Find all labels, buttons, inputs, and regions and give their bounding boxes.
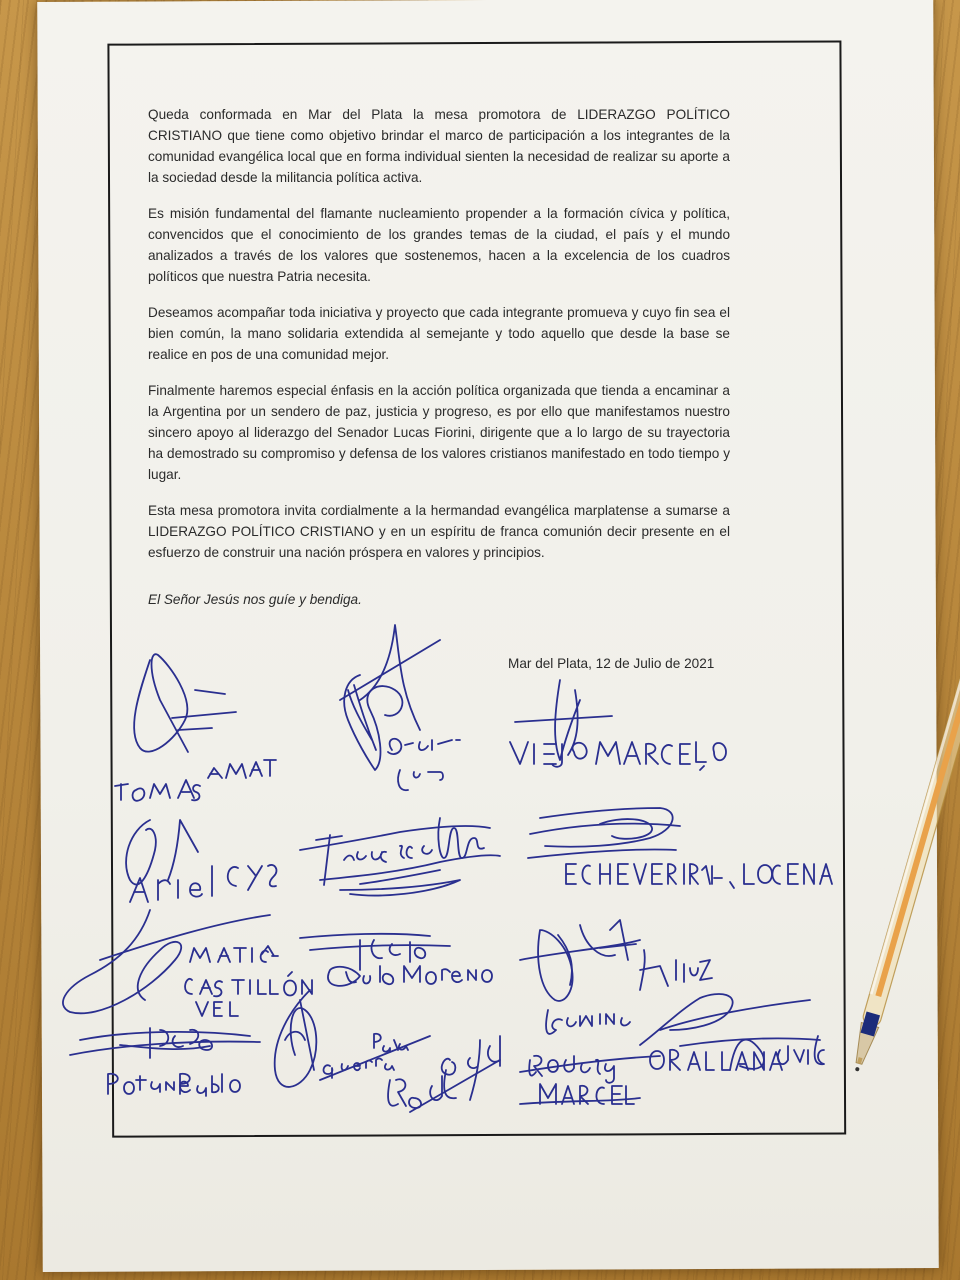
paragraph-1: Queda conformada en Mar del Plata la mesa promotora de LIDERAZGO POLÍTICO CRISTIANO que tiene como objetivo brindar el marco de participación a los integrantes de la comunidad evangélica local que en forma individual sienten la necesidad de realizar su aporte a la sociedad desde la militancia política activa.: [148, 107, 730, 185]
date-line: Mar del Plata, 12 de Julio de 2021: [508, 656, 715, 671]
paragraph-3: Deseamos acompañar toda iniciativa y proyecto que cada integrante promueva y cuyo fin sea el bien común, la mano solidaria extendida al semejante y todo aquello que desde la base se realice en pos de una comunidad mejor.: [148, 305, 730, 362]
paragraph-2: Es misión fundamental del flamante nucleamiento propender a la formación cívica y política, convencidos que el conocimiento de los grandes temas de la ciudad, el país y el mundo analizados a través de los valores que sostenemos, hacen a la excelencia de los cuadros políticos que nuestra Patria necesita.: [148, 206, 730, 284]
blessing-line: El Señor Jesús nos guíe y bendiga.: [148, 592, 362, 607]
paragraph-5: Esta mesa promotora invita cordialmente a la hermandad evangélica marplatense a sumarse a LIDERAZGO POLÍTICO CRISTIANO y en un espíritu de franca comunión decir presente en el esfuerzo de construir una nación próspera en valores y principios.: [148, 503, 730, 560]
paragraph-4: Finalmente haremos especial énfasis en la acción política organizada que tienda a encaminar a la Argentina por un sendero de paz, justicia y progreso, es por ello que manifestamos nuestro sincero apoyo al liderazgo del Senador Lucas Fiorini, dirigente que a lo largo de su trayectoria ha demostrado su compromiso y defensa de los valores cristianos manifestado en todo tiempo y lugar.: [148, 383, 730, 482]
